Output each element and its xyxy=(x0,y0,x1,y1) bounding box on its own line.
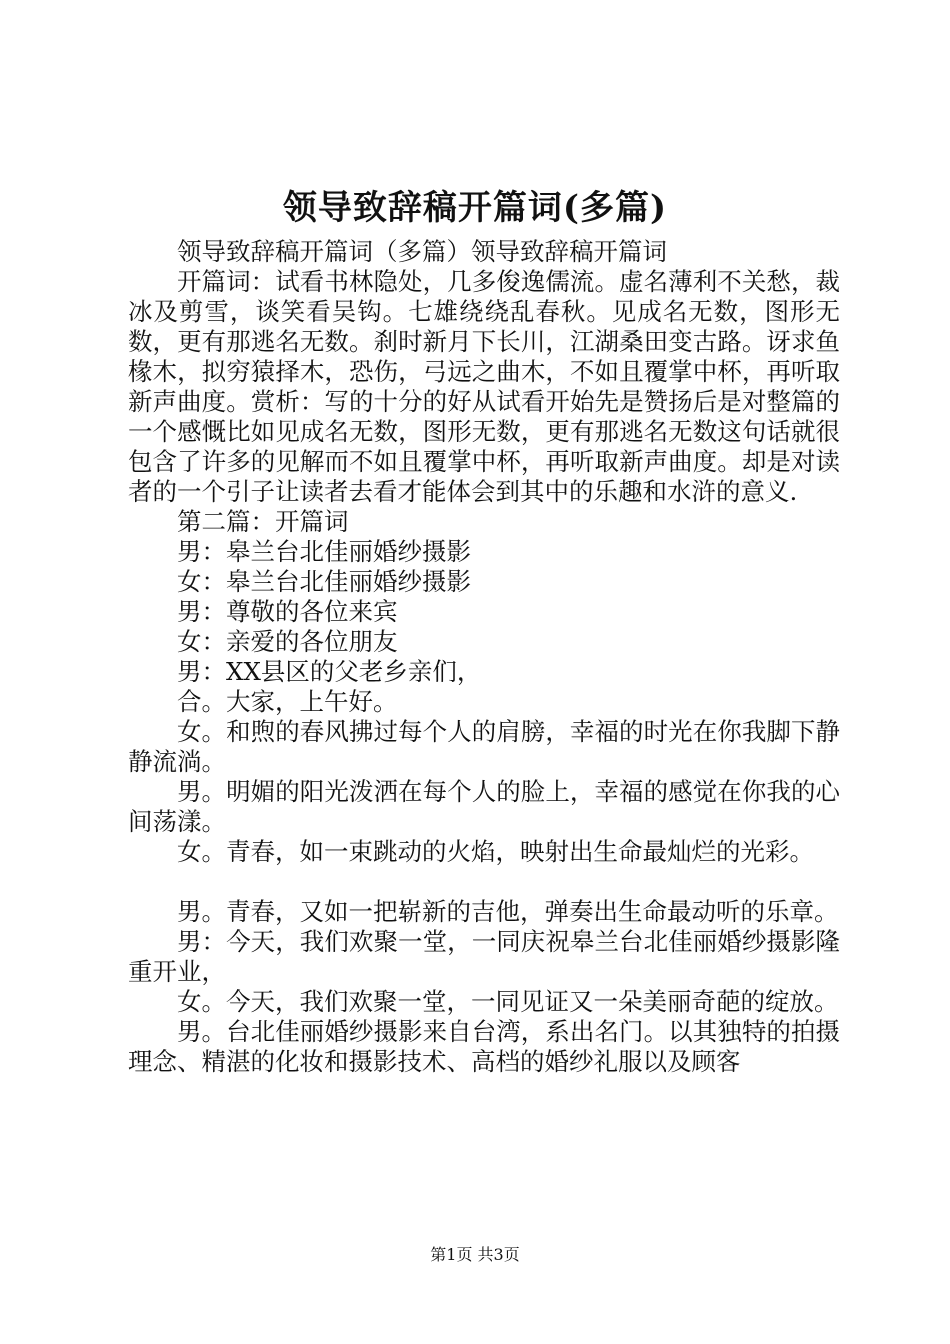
paragraph: 女。今天，我们欢聚一堂，一同见证又一朵美丽奇葩的绽放。 xyxy=(177,987,839,1016)
paragraph: 领导致辞稿开篇词（多篇）领导致辞稿开篇词 xyxy=(177,237,667,266)
paragraph: 女：皋兰台北佳丽婚纱摄影 xyxy=(177,567,471,596)
paragraph: 女：亲爱的各位朋友 xyxy=(177,627,398,656)
paragraph: 男：XX县区的父老乡亲们， xyxy=(177,657,482,686)
paragraph: 开篇词：试看书林隐处，几多俊逸儒流。虚名薄利不关愁，裁冰及剪雪，谈笑看吴钩。七雄绕绕乱春秋。见成名无数，图形无数，更有那逃名无数。刹时新月下长川，江湖桑田变古路。讶求鱼椽木，拟穷猿择木，恐伤，弓远之曲木，不如且覆掌中杯，再听取新声曲度。赏析：写的十分的好从试看开始先是赞扬后是对整篇的一个感慨比如见成名无数，图形无数，更有那逃名无数这句话就很包含了许多的见解而不如且覆掌中杯，再听取新声曲度。却是对读者的一个引子让读者去看才能体会到其中的乐趣和水浒的意义. xyxy=(128,267,840,506)
page-footer: 第1页 共3页 xyxy=(430,1245,520,1264)
paragraph: 男。明媚的阳光泼洒在每个人的脸上，幸福的感觉在你我的心间荡漾。 xyxy=(128,777,840,836)
paragraph: 第二篇：开篇词 xyxy=(177,507,349,536)
paragraph: 合。大家，上午好。 xyxy=(177,687,398,716)
blank-paragraph xyxy=(128,867,840,897)
paragraph: 男：尊敬的各位来宾 xyxy=(177,597,398,626)
paragraph: 男：今天，我们欢聚一堂，一同庆祝皋兰台北佳丽婚纱摄影隆重开业， xyxy=(128,927,840,986)
paragraph: 男：皋兰台北佳丽婚纱摄影 xyxy=(177,537,471,566)
paragraph: 男。青春，又如一把崭新的吉他，弹奏出生命最动听的乐章。 xyxy=(177,897,839,926)
paragraph: 女。青春，如一束跳动的火焰，映射出生命最灿烂的光彩。 xyxy=(177,837,814,866)
page-title: 领导致辞稿开篇词(多篇) xyxy=(282,188,668,228)
document-body xyxy=(128,237,840,1077)
paragraph: 女。和煦的春风拂过每个人的肩膀，幸福的时光在你我脚下静静流淌。 xyxy=(128,717,840,776)
paragraph: 男。台北佳丽婚纱摄影来自台湾，系出名门。以其独特的拍摄理念、精湛的化妆和摄影技术、高档的婚纱礼服以及顾客 xyxy=(128,1017,840,1076)
